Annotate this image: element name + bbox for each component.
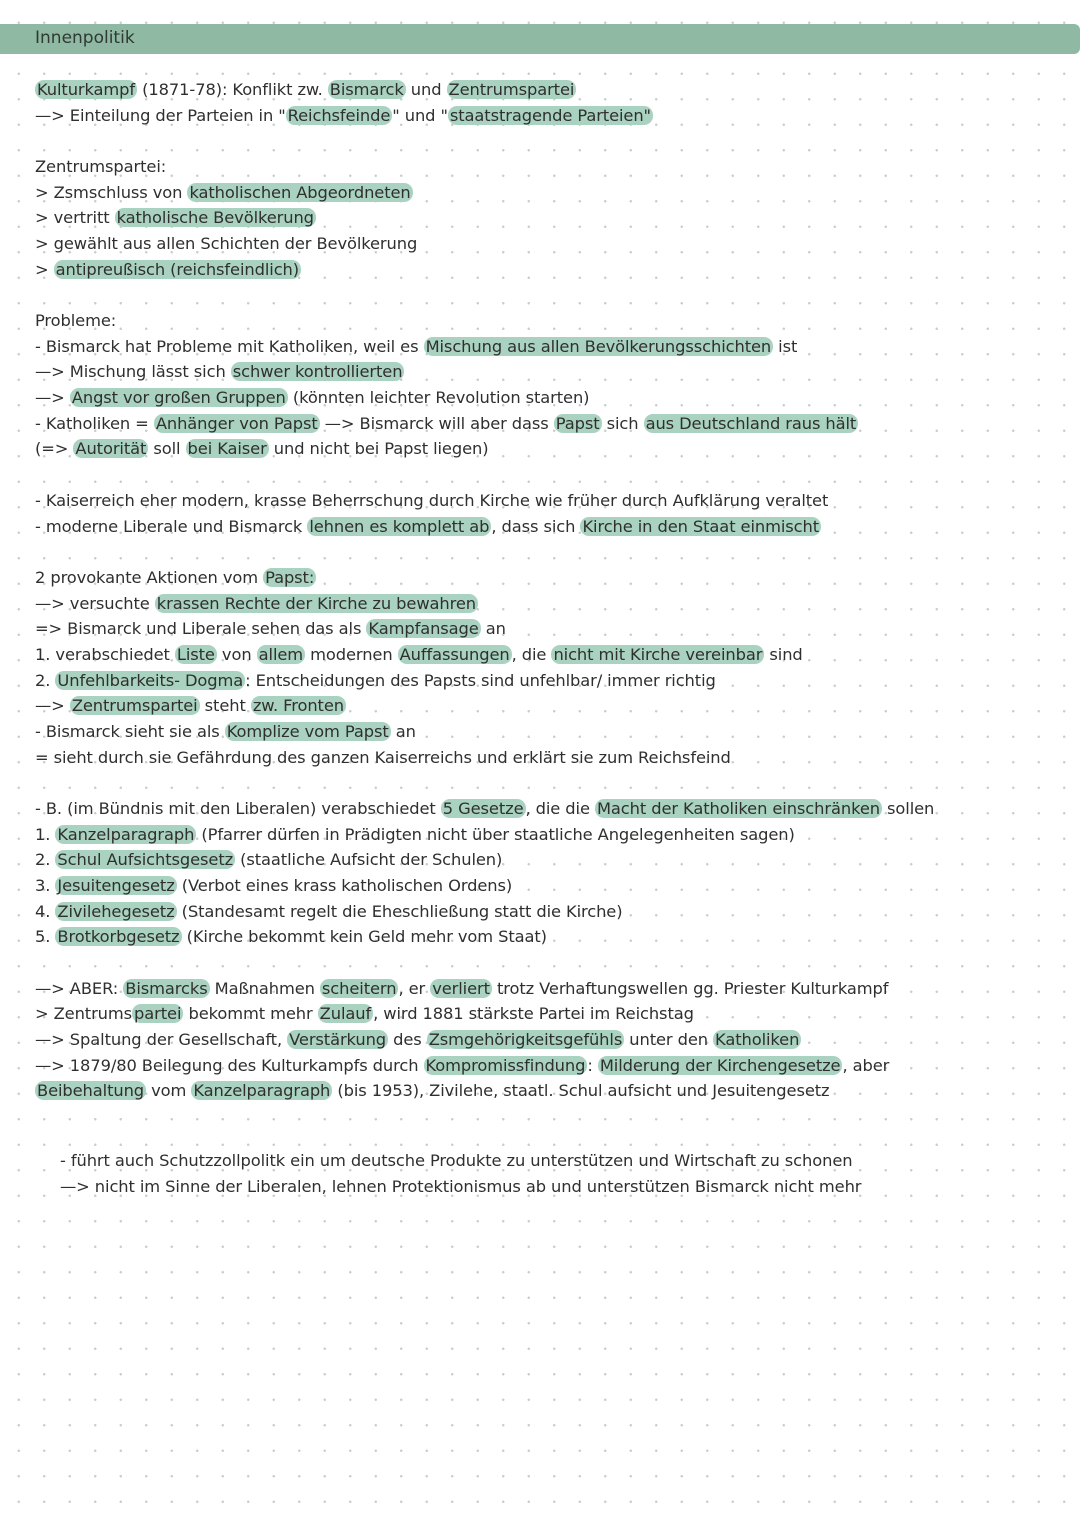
highlighted-text: Papst	[555, 414, 600, 433]
text-segment: - B. (im Bündnis mit den Liberalen) verabschiedet	[35, 799, 441, 818]
text-segment: sollen	[881, 799, 935, 818]
note-line	[35, 746, 731, 770]
text-segment: > Zsmschluss von	[35, 183, 188, 202]
highlighted-text: katholische Bevölkerung	[116, 208, 314, 227]
note-line	[35, 309, 116, 333]
text-segment: (Standesamt regelt die Eheschließung statt die Kirche)	[176, 902, 623, 921]
text-segment: , aber	[842, 1056, 890, 1075]
text-segment: an	[480, 619, 506, 638]
note-line	[35, 335, 797, 359]
note-line	[35, 386, 589, 410]
note-line	[35, 1028, 801, 1052]
text-segment: —>	[35, 388, 70, 407]
note-line	[35, 720, 416, 744]
highlighted-text: 5 Gesetze	[442, 799, 524, 818]
note-line	[35, 1079, 829, 1103]
text-segment: —> 1879/80 Beilegung des Kulturkampfs durch	[35, 1056, 424, 1075]
text-segment: Probleme:	[35, 311, 117, 330]
highlighted-text: Reichsfeinde	[287, 106, 391, 125]
highlighted-text: nicht mit Kirche vereinbar	[553, 645, 763, 664]
text-segment: 5.	[35, 927, 56, 946]
highlighted-text: Jesuitengesetz	[57, 876, 175, 895]
text-segment: - Bismarck sieht sie als	[35, 722, 225, 741]
text-segment: (1871-78): Konflikt zw.	[137, 80, 328, 99]
highlighted-text: Autorität	[75, 439, 147, 458]
text-segment: => Bismarck und Liberale sehen das als	[35, 619, 367, 638]
text-segment: (könnten leichter Revolution starten)	[287, 388, 590, 407]
highlighted-text: staatstragende Parteien"	[449, 106, 651, 125]
note-line	[35, 1054, 889, 1078]
text-segment: , wird 1881 stärkste Partei im Reichstag	[373, 1004, 694, 1023]
highlighted-text: Mischung aus allen Bevölkerungsschichten	[425, 337, 772, 356]
text-segment: , er	[398, 979, 431, 998]
note-line	[35, 412, 858, 436]
text-segment: , dass sich	[491, 517, 581, 536]
note-line	[35, 848, 502, 872]
text-segment: vom	[146, 1081, 192, 1100]
text-segment: > Zentrums	[35, 1004, 133, 1023]
text-segment: —> Spaltung der Gesellschaft,	[35, 1030, 288, 1049]
highlighted-text: Verstärkung	[289, 1030, 387, 1049]
highlighted-text: aus Deutschland raus hält	[645, 414, 857, 433]
text-segment: bekommt mehr	[183, 1004, 318, 1023]
text-segment: - Kaiserreich eher modern, krasse Beherrschung durch Kirche wie früher durch Aufklärung veraltet	[35, 491, 829, 510]
text-segment: - moderne Liberale und Bismarck	[35, 517, 308, 536]
text-segment: , die	[511, 645, 552, 664]
highlighted-text: Angst vor großen Gruppen	[71, 388, 286, 407]
text-segment: (bis 1953), Zivilehe, staatl. Schul aufsicht und Jesuitengesetz	[332, 1081, 830, 1100]
text-segment: = sieht durch sie Gefährdung des ganzen Kaiserreichs und erklärt sie zum Reichsfeind	[35, 748, 731, 767]
note-line	[35, 592, 478, 616]
text-segment: (Kirche bekommt kein Geld mehr vom Staat)	[181, 927, 547, 946]
highlighted-text: verliert	[432, 979, 490, 998]
highlighted-text: Zsmgehörigkeitsgefühls	[428, 1030, 623, 1049]
text-segment: - Katholiken =	[35, 414, 154, 433]
text-segment: 2.	[35, 850, 56, 869]
highlighted-text: Papst:	[265, 568, 315, 587]
text-segment: > vertritt	[35, 208, 115, 227]
note-line	[35, 977, 888, 1001]
text-segment: unter den	[624, 1030, 714, 1049]
text-segment: steht	[199, 696, 251, 715]
note-line	[35, 694, 346, 718]
text-segment: 3.	[35, 876, 56, 895]
highlighted-text: Komplize vom Papst	[226, 722, 389, 741]
text-segment: : Entscheidungen des Papsts sind unfehlbar/ immer richtig	[245, 671, 716, 690]
highlighted-text: Bismarcks	[125, 979, 208, 998]
text-segment: , die die	[525, 799, 595, 818]
text-segment: - führt auch Schutzzollpolitk ein um deutsche Produkte zu unterstützen und Wirtschaft zu schonen	[60, 1151, 853, 1170]
text-segment: 4.	[35, 902, 56, 921]
text-segment: —> ABER:	[35, 979, 124, 998]
note-line	[35, 360, 404, 384]
note-line	[35, 1002, 694, 1026]
note-line	[35, 669, 716, 693]
text-segment: 2 provokante Aktionen vom	[35, 568, 264, 587]
highlighted-text: Beibehaltung	[37, 1081, 145, 1100]
highlighted-text: schwer kontrollierten	[232, 362, 403, 381]
text-segment: 1.	[35, 825, 56, 844]
note-line	[35, 181, 413, 205]
note-line	[35, 566, 316, 590]
text-segment: und nicht bei Papst liegen)	[268, 439, 489, 458]
note-line	[35, 823, 795, 847]
note-line	[35, 104, 653, 128]
text-segment: (Verbot eines krass katholischen Ordens)	[176, 876, 513, 895]
text-segment: (=>	[35, 439, 74, 458]
highlighted-text: Unfehlbarkeits- Dogma	[57, 671, 244, 690]
text-segment: > gewählt aus allen Schichten der Bevölkerung	[35, 234, 418, 253]
highlighted-text: lehnen es komplett ab	[309, 517, 490, 536]
highlighted-text: krassen Rechte der Kirche zu bewahren	[156, 594, 477, 613]
text-segment: " und "	[392, 106, 448, 125]
text-segment: (staatliche Aufsicht der Schulen)	[235, 850, 503, 869]
highlighted-text: antipreußisch (reichsfeindlich)	[55, 260, 300, 279]
text-segment: sich	[601, 414, 644, 433]
highlighted-text: allem	[258, 645, 304, 664]
note-line	[35, 78, 576, 102]
highlighted-text: Anhänger von Papst	[155, 414, 318, 433]
note-line	[35, 155, 166, 179]
note-line	[60, 1149, 852, 1173]
highlighted-text: Auffassungen	[399, 645, 510, 664]
note-line	[35, 925, 547, 949]
note-line	[35, 643, 803, 667]
text-segment: soll	[148, 439, 186, 458]
text-segment: - Bismarck hat Probleme mit Katholiken, weil es	[35, 337, 424, 356]
text-segment: des	[388, 1030, 427, 1049]
note-line	[35, 515, 821, 539]
highlighted-text: Milderung der Kirchengesetze	[599, 1056, 841, 1075]
text-segment: ist	[773, 337, 798, 356]
highlighted-text: Liste	[176, 645, 215, 664]
highlighted-text: Zentrumspartei	[448, 80, 575, 99]
highlighted-text: Kulturkampf	[37, 80, 136, 99]
highlighted-text: Zulauf	[319, 1004, 372, 1023]
text-segment: an	[390, 722, 416, 741]
highlighted-text: scheitern	[321, 979, 397, 998]
highlighted-text: Zentrumspartei	[71, 696, 198, 715]
note-line	[35, 900, 622, 924]
text-segment: modernen	[305, 645, 398, 664]
highlighted-text: Kanzelparagraph	[193, 1081, 331, 1100]
highlighted-text: Kampfansage	[368, 619, 479, 638]
highlighted-text: partei	[134, 1004, 182, 1023]
text-segment: sind	[764, 645, 803, 664]
text-segment: Maßnahmen	[209, 979, 320, 998]
text-segment: —> Bismarck will aber dass	[319, 414, 554, 433]
note-line	[35, 874, 512, 898]
text-segment: von	[216, 645, 257, 664]
text-segment: Zentrumspartei:	[35, 157, 167, 176]
note-line	[35, 232, 417, 256]
highlighted-text: Katholiken	[715, 1030, 800, 1049]
text-segment: trotz Verhaftungswellen gg. Priester Kulturkampf	[491, 979, 889, 998]
highlighted-text: Bismarck	[329, 80, 404, 99]
text-segment: —> nicht im Sinne der Liberalen, lehnen Protektionismus ab und unterstützen Bismarck nicht mehr	[60, 1177, 862, 1196]
highlighted-text: Macht der Katholiken einschränken	[596, 799, 880, 818]
highlighted-text: Zivilehegesetz	[57, 902, 175, 921]
text-segment: —> versuchte	[35, 594, 155, 613]
highlighted-text: Kirche in den Staat einmischt	[582, 517, 820, 536]
highlighted-text: Kompromissfindung	[425, 1056, 586, 1075]
note-line	[35, 206, 316, 230]
text-segment: 1. verabschiedet	[35, 645, 175, 664]
note-line	[35, 489, 828, 513]
note-line	[60, 1175, 861, 1199]
text-segment: und	[405, 80, 447, 99]
note-line	[35, 797, 934, 821]
text-segment: >	[35, 260, 54, 279]
highlighted-text: Brotkorbgesetz	[57, 927, 180, 946]
note-line	[35, 617, 506, 641]
text-segment: 2.	[35, 671, 56, 690]
note-line	[35, 437, 488, 461]
text-segment: —> Mischung lässt sich	[35, 362, 231, 381]
highlighted-text: bei Kaiser	[187, 439, 267, 458]
text-segment: —>	[35, 696, 70, 715]
text-segment: :	[587, 1056, 598, 1075]
highlighted-text: katholischen Abgeordneten	[189, 183, 411, 202]
highlighted-text: zw. Fronten	[252, 696, 344, 715]
text-segment: —> Einteilung der Parteien in "	[35, 106, 286, 125]
page-title: Innenpolitik	[35, 28, 135, 48]
highlighted-text: Kanzelparagraph	[57, 825, 195, 844]
text-segment: (Pfarrer dürfen in Prädigten nicht über staatliche Angelegenheiten sagen)	[196, 825, 795, 844]
note-line	[35, 258, 301, 282]
highlighted-text: Schul Aufsichtsgesetz	[57, 850, 234, 869]
